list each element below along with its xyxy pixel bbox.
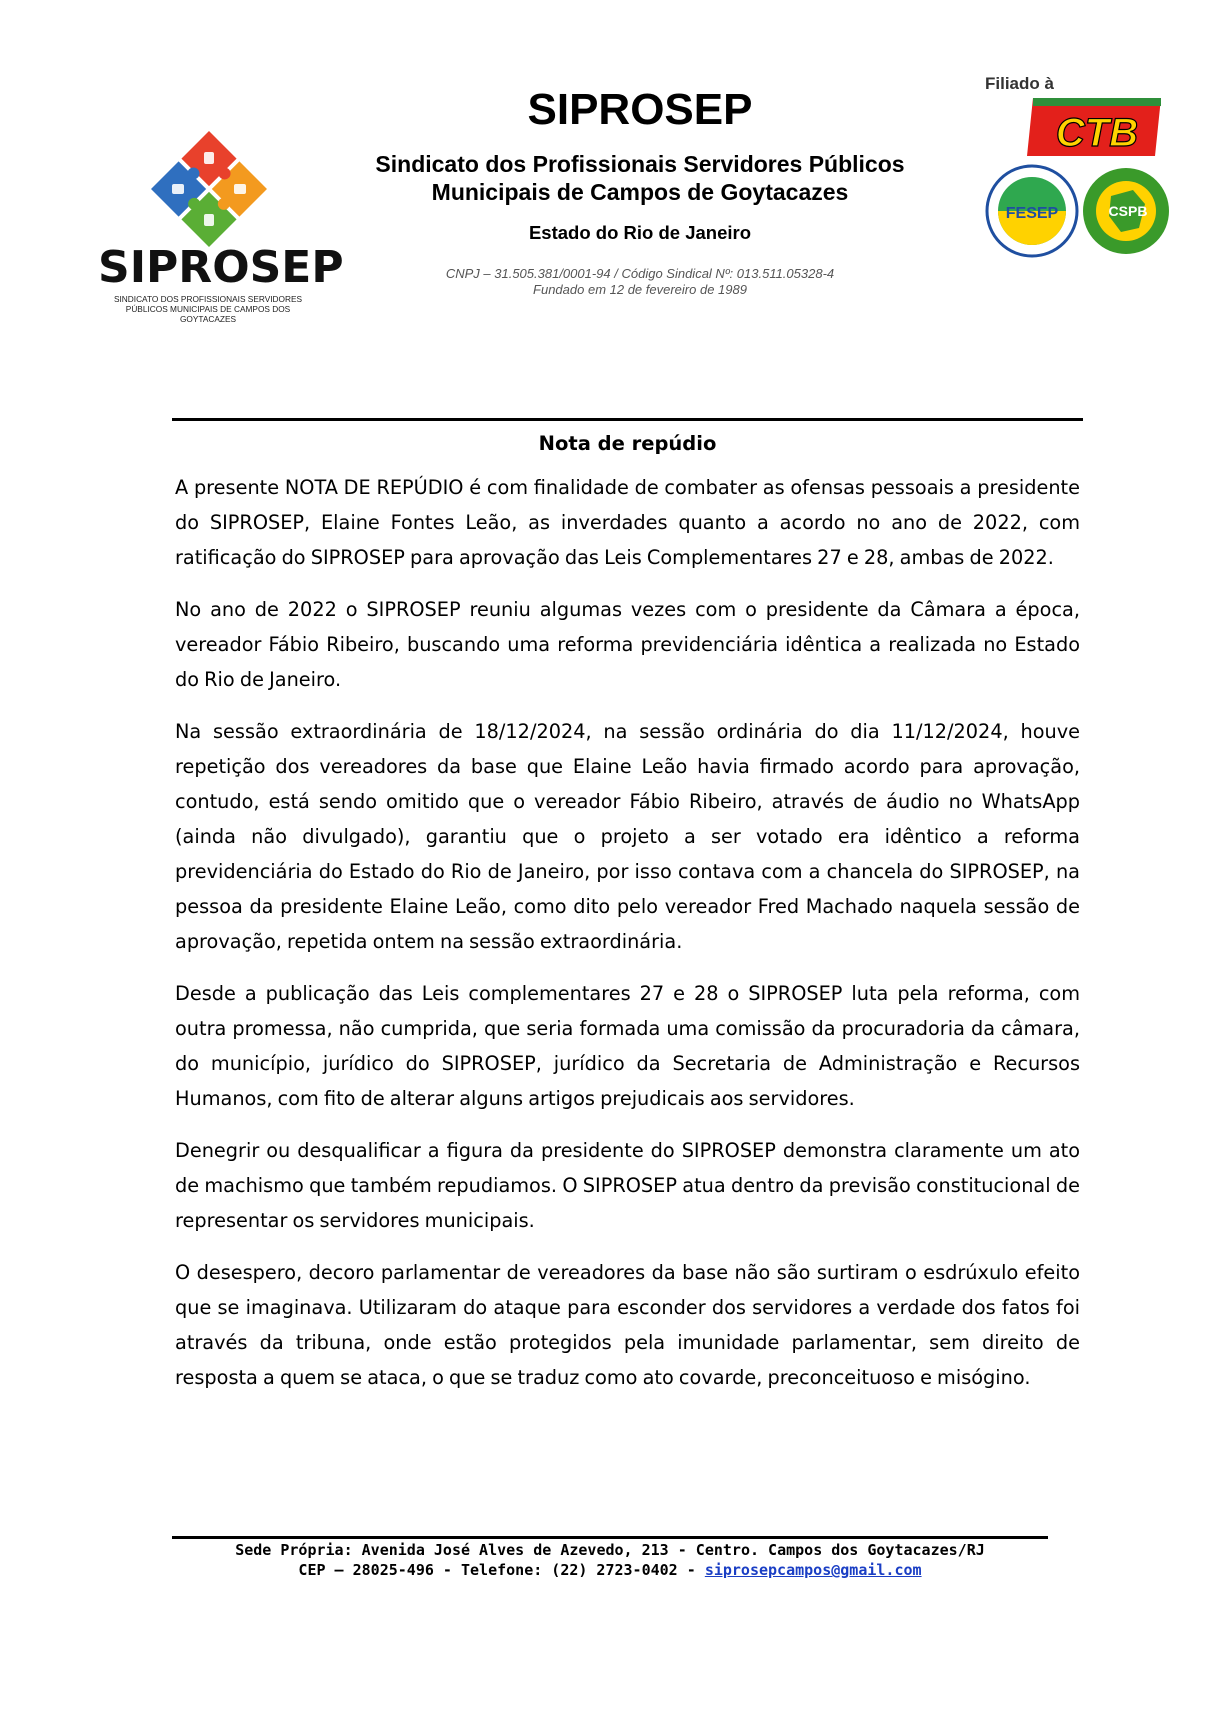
email-link[interactable]: siprosepcampos@gmail.com (704, 1561, 922, 1579)
note-body (175, 430, 1080, 1412)
state-name: Estado do Rio de Janeiro (528, 222, 752, 243)
footer-contact (172, 1560, 1048, 1580)
footer-contact-text: CEP – 28025-496 - Telefone: (22) 2723-0402 - (298, 1561, 705, 1579)
footer-address: Sede Própria: Avenida José Alves de Azevedo, 213 - Centro. Campos dos Goytacazes/RJ (235, 1541, 985, 1559)
puzzle-hands-icon (148, 128, 270, 250)
divider-bottom (172, 1536, 1048, 1539)
logo-subtext: SINDICATO DOS PROFISSIONAIS SERVIDORES PÚBLICOS MUNICIPAIS DE CAMPOS DOS GOYTACAZES (113, 294, 303, 324)
registration-info (330, 266, 950, 298)
paragraph: A presente NOTA DE REPÚDIO é com finalidade de combater as ofensas pessoais a presidente do SIPROSEP, Elaine Fontes Leão, as inverdades quanto a acordo no ano de 2022, com ratificação do SIPROSEP para aprovação das Leis Complementares 27 e 28, ambas de 2022. (175, 476, 1080, 569)
paragraph: Denegrir ou desqualificar a figura da presidente do SIPROSEP demonstra claramente um ato de machismo que também repudiamos. O SIPROSEP atua dentro da previsão constitucional de representar os servidores municipais. (175, 1139, 1080, 1232)
org-full-line2: Municipais de Campos de Goytacazes (431, 179, 849, 205)
note-title: Nota de repúdio (538, 432, 717, 455)
org-short-name: SIPROSEP (527, 85, 753, 134)
ctb-logo-icon (1027, 96, 1167, 158)
siprosep-logo (98, 128, 344, 328)
cspb-text: CSPB (1108, 203, 1148, 219)
fesep-text: FESEP (1005, 205, 1059, 222)
paragraph: Desde a publicação das Leis complementares 27 e 28 o SIPROSEP luta pela reforma, com outra promessa, não cumprida, que seria formada uma comissão da procuradoria da câmara, do município, jurídico do SIPROSEP, jurídico da Secretaria de Administração e Recursos Humanos, com fito de alterar alguns artigos prejudicais aos servidores. (175, 982, 1080, 1110)
ctb-text: CTB (1055, 111, 1139, 155)
paragraph: No ano de 2022 o SIPROSEP reuniu algumas vezes com o presidente da Câmara a época, vereador Fábio Ribeiro, buscando uma reforma previdenciária idêntica a realizada no Estado do Rio de Janeiro. (175, 598, 1080, 691)
org-full-line1: Sindicato dos Profissionais Servidores Públicos (375, 151, 905, 177)
cspb-seal-icon (1081, 166, 1171, 256)
letterhead (330, 84, 950, 298)
affiliation-label: Filiado à (985, 74, 1054, 93)
cnpj-line: CNPJ – 31.505.381/0001-94 / Código Sindical Nº: 013.511.05328-4 (445, 266, 835, 281)
paragraph: Na sessão extraordinária de 18/12/2024, na sessão ordinária do dia 11/12/2024, houve repetição dos vereadores da base que Elaine Leão havia firmado acordo para aprovação, contudo, está sendo omitido que o vereador Fábio Ribeiro, através de áudio no WhatsApp (ainda não divulgado), garantiu que o projeto a ser votado era idêntico a reforma previdenciária do Estado do Rio de Janeiro, por isso contava com a chancela do SIPROSEP, na pessoa da presidente Elaine Leão, como dito pelo vereador Fred Machado naquela sessão de aprovação, repetida ontem na sessão extraordinária. (175, 720, 1080, 953)
paragraph: O desespero, decoro parlamentar de vereadores da base não são surtiram o esdrúxulo efeito que se imaginava. Utilizaram do ataque para esconder dos servidores a verdade dos fatos foi através da tribuna, onde estão protegidos pela imunidade parlamentar, sem direito de resposta a quem se ataca, o que se traduz como ato covarde, preconceituoso e misógino. (175, 1261, 1080, 1389)
founded-line: Fundado em 12 de fevereiro de 1989 (533, 282, 747, 297)
logo-wordmark: SIPROSEP (98, 242, 344, 293)
footer (172, 1540, 1048, 1580)
org-full-name (330, 150, 950, 206)
fesep-seal-icon (985, 164, 1079, 258)
divider-top (172, 418, 1083, 421)
affiliations (985, 74, 1185, 264)
